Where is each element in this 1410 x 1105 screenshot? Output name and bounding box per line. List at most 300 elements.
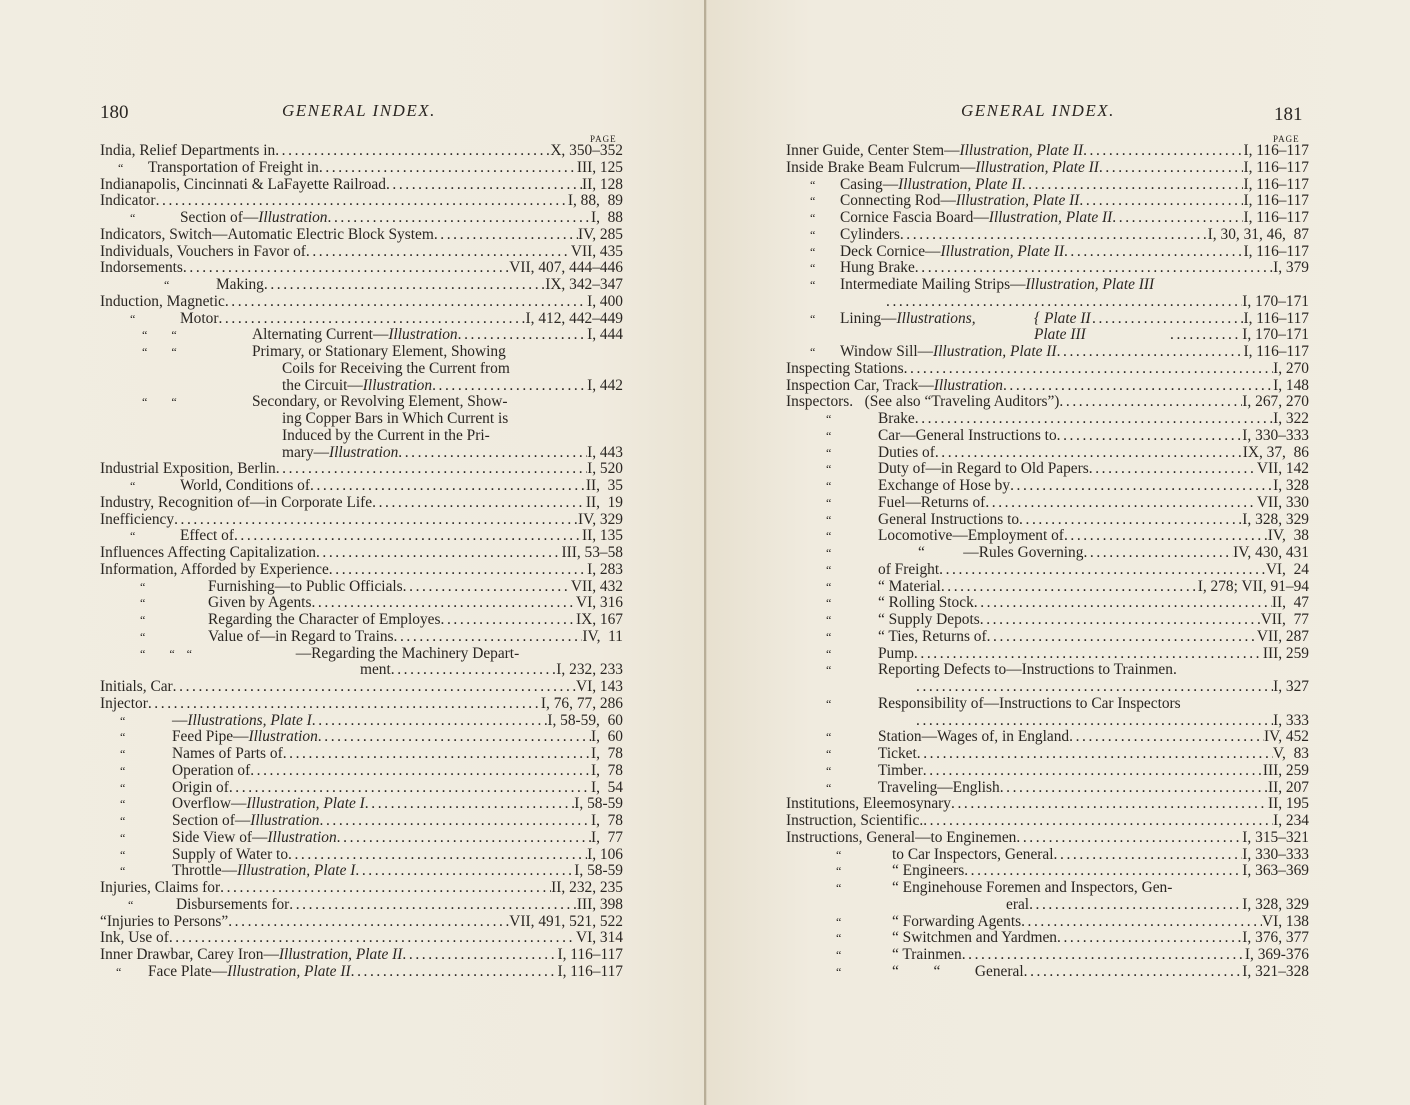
right-page (705, 0, 1410, 1105)
page-reference: I, 412, 442–449 (525, 309, 623, 327)
entry-italic: Illustration (250, 813, 320, 829)
entry-text: Value of—in Regard to Trains (208, 628, 394, 645)
index-entry (100, 679, 623, 696)
index-entry (100, 545, 623, 562)
entry-text: Inside Brake Beam Fulcrum— (786, 159, 976, 176)
index-entry (100, 612, 623, 629)
entry-text: Indicators, Switch—Automatic Electric Block System (100, 226, 434, 243)
page-reference: I, 278; VII, 91–94 (1197, 577, 1309, 595)
page-reference: I, 376, 377 (1242, 929, 1309, 947)
index-entry (100, 478, 623, 495)
index-entry (786, 428, 1309, 445)
ditto-mark: “ (118, 160, 124, 175)
page-reference: I, 106 (587, 845, 623, 863)
ditto-mark: “ (826, 529, 832, 544)
page-reference: I, 116–117 (557, 946, 623, 963)
leader-dots (914, 646, 1263, 663)
leader-dots (1069, 729, 1264, 746)
entry-text: Induction, Magnetic (100, 293, 225, 310)
entry-text: Origin of (172, 779, 229, 796)
index-entry (100, 830, 623, 847)
leader-dots (1057, 930, 1242, 947)
page-reference: I, 60 (590, 728, 623, 746)
entry-text: Induced by the Current in the Pri- (282, 427, 490, 444)
index-entry (100, 428, 623, 445)
page-reference: III, 125 (576, 158, 623, 176)
entry-text: ing Copper Bars in Which Current is (282, 411, 509, 427)
page-reference: I, 328, 329 (1242, 510, 1309, 528)
entry-italic: Illustrations, (896, 310, 976, 327)
page-column-label: PAGE (1273, 134, 1300, 144)
entry-italic: Illustration (267, 829, 337, 846)
ditto-mark: “ (826, 730, 832, 745)
entry-text: Connecting Rod— (840, 193, 956, 210)
page-reference: I, 315–321 (1242, 828, 1309, 846)
leader-dots (1064, 244, 1243, 261)
leader-dots (915, 411, 1273, 428)
entry-text: Face Plate— (148, 963, 228, 980)
entry-text: Throttle— (172, 863, 237, 880)
leader-dots (1083, 545, 1233, 562)
page-reference: I, 330–333 (1242, 426, 1309, 444)
entry-italic: Illustration (248, 729, 318, 746)
entry-text: of Freight (878, 561, 940, 578)
entry-text: Responsibility of—Instructions to Car Inspectors (878, 695, 1181, 712)
leader-dots (148, 696, 541, 713)
entry-italic: Illustration (362, 377, 433, 394)
entry-text: Making (216, 277, 264, 293)
index-entry (786, 746, 1309, 763)
page-reference: I, 58-59 (574, 862, 623, 880)
leader-dots (1029, 897, 1242, 914)
index-entry (786, 177, 1309, 194)
entry-text: “ Engineers (892, 863, 965, 880)
index-entry (786, 344, 1309, 361)
index-entry (786, 595, 1309, 612)
index-entry (786, 160, 1309, 177)
index-entry (786, 964, 1309, 981)
ditto-mark: “ (826, 613, 832, 627)
index-entry (786, 378, 1309, 395)
index-entry (100, 193, 623, 210)
ditto-mark: “ “ (142, 345, 177, 359)
ditto-mark: “ (120, 830, 126, 845)
leader-dots (1112, 210, 1243, 227)
page-reference: IX, 37, 86 (1242, 443, 1309, 461)
ditto-mark: “ (826, 747, 832, 761)
index-entry (100, 595, 623, 612)
brace-plate: { Plate II (1034, 309, 1091, 327)
leader-dots (458, 327, 587, 344)
entry-italic: Illustration, Plate II (227, 963, 351, 980)
ditto-mark: “ (826, 546, 832, 560)
entry-text: “ Trainmen (892, 947, 962, 963)
entry-text: Indicator (100, 193, 156, 210)
page-reference: I, 170–171 (1242, 326, 1309, 344)
entry-text: Inspecting Stations (786, 360, 904, 377)
entry-text: Initials, Car (100, 679, 173, 695)
ditto-mark: “ “ “ (140, 646, 192, 661)
page-reference: I, 400 (587, 292, 623, 310)
entry-text: Instruction, Scientific. (786, 813, 924, 829)
index-entry (786, 629, 1309, 646)
entry-text: Secondary, or Revolving Element, Show- (252, 394, 508, 411)
ditto-mark: “ (120, 864, 126, 879)
entry-text: “ Rolling Stock (878, 595, 974, 612)
index-entry (100, 394, 623, 411)
page-reference: I, 116–117 (1243, 242, 1309, 260)
index-entry (786, 813, 1309, 830)
entry-text: Disbursements for (176, 896, 290, 913)
ditto-mark: “ (810, 244, 816, 259)
leader-dots (923, 813, 1273, 830)
page-reference: VI, 316 (575, 594, 623, 612)
entry-text: Window Sill— (840, 344, 934, 360)
index-entry (786, 244, 1309, 261)
leader-dots (234, 528, 582, 545)
index-entry (100, 746, 623, 763)
ditto-mark: “ (810, 227, 816, 242)
page-reference: VII, 142 (1256, 460, 1309, 478)
page-reference: I, 78 (590, 761, 623, 779)
entry-text: Traveling—English (878, 779, 1000, 796)
leader-dots (964, 863, 1242, 880)
page-reference: I, 58-59 (574, 795, 623, 813)
index-entry (786, 512, 1309, 529)
entry-text: Intermediate Mailing Strips— (840, 277, 1026, 293)
entry-text: Duties of (878, 444, 935, 461)
entry-text: Cornice Fascia Board— (840, 210, 989, 226)
index-entry (100, 964, 623, 981)
index-entry (786, 143, 1309, 160)
entry-text: eral (1006, 896, 1030, 913)
index-entry (786, 863, 1309, 880)
index-entry (786, 327, 1309, 344)
running-head: GENERAL INDEX. (282, 101, 436, 120)
page-reference: VI, 314 (575, 929, 623, 947)
ditto-mark: “ (826, 763, 832, 778)
leader-dots (1083, 143, 1243, 160)
entry-text: Information, Afforded by Experience (100, 561, 329, 578)
index-entry (100, 294, 623, 311)
entry-text: Ink, Use of (100, 930, 169, 947)
index-entry (100, 160, 623, 177)
leader-dots (1021, 914, 1262, 931)
entry-italic: Illustration (933, 377, 1003, 394)
page-reference: I, 116–117 (1243, 209, 1309, 226)
index-entries-right (786, 143, 1309, 981)
page-reference: I, 116–117 (1243, 192, 1309, 210)
entry-text: Station—Wages of, in England (878, 729, 1070, 746)
page-reference: I, 78 (590, 812, 623, 829)
page-reference: I, 267, 270 (1242, 393, 1309, 411)
index-entry (100, 227, 623, 244)
entry-text: Inspectors. (See also “Traveling Auditors”) (786, 394, 1060, 411)
page-reference: II, 232, 235 (551, 879, 623, 896)
index-entry (786, 294, 1309, 311)
index-entry (786, 361, 1309, 378)
index-entry (786, 930, 1309, 947)
index-entry (786, 394, 1309, 411)
leader-dots (228, 914, 509, 931)
leader-dots (372, 495, 586, 512)
index-entry (100, 445, 623, 462)
index-entry (786, 796, 1309, 813)
leader-dots (318, 729, 591, 746)
index-entry (100, 277, 623, 294)
page-reference: I, 116–117 (1243, 158, 1309, 176)
page-reference: VI, 143 (575, 678, 623, 695)
leader-dots (1054, 847, 1243, 864)
leader-dots (1000, 780, 1268, 797)
page-reference: IX, 167 (575, 611, 623, 628)
index-entry (100, 327, 623, 344)
index-entry (100, 311, 623, 328)
leader-dots (935, 445, 1243, 462)
index-entry (786, 260, 1309, 277)
index-entry (100, 344, 623, 361)
index-entry (100, 880, 623, 897)
entry-text: Overflow— (172, 796, 247, 813)
index-entry (100, 863, 623, 880)
index-entry (786, 763, 1309, 780)
entry-italic: Illustration, Plate II (959, 143, 1084, 159)
leader-dots (1003, 378, 1273, 395)
ditto-mark: “ (836, 948, 842, 962)
page-reference: VII, 407, 444–446 (509, 259, 623, 277)
leader-dots (434, 227, 578, 244)
entry-italic: Illustration, Plate I (236, 863, 356, 880)
page-reference: I, 116–117 (1243, 175, 1309, 193)
page-reference: VII, 287 (1256, 627, 1309, 645)
ditto-mark: “ (826, 579, 832, 594)
page-reference: I, 116–117 (1243, 142, 1309, 159)
leader-dots (337, 830, 591, 847)
ditto-mark: “ (140, 613, 146, 627)
leader-dots (402, 947, 557, 964)
leader-dots (962, 947, 1245, 964)
leader-dots (398, 445, 587, 462)
ditto-mark: “ “ (142, 328, 177, 343)
page-reference: I, 283 (587, 560, 623, 578)
entry-text: Primary, or Stationary Element, Showing (252, 344, 506, 360)
index-entry (786, 679, 1309, 696)
leader-dots (355, 863, 574, 880)
ditto-mark: “ (836, 864, 842, 879)
entry-text: Motor (180, 310, 219, 327)
page-reference: I, 333 (1273, 711, 1309, 729)
leader-dots (288, 847, 587, 864)
entry-text: Indianapolis, Cincinnati & LaFayette Railroad (100, 176, 386, 193)
ditto-mark: “ (836, 931, 842, 946)
entry-italic: Illustration, Plate II (975, 159, 1099, 176)
ditto-mark: “ (140, 596, 146, 611)
entry-text: Inner Guide, Center Stem— (786, 143, 960, 159)
page-reference: I, 76, 77, 286 (540, 694, 623, 712)
index-entry (100, 495, 623, 512)
page-reference: II, 135 (581, 527, 623, 545)
ditto-mark: “ (826, 462, 832, 477)
index-entry (786, 880, 1309, 897)
leader-dots (432, 378, 587, 395)
index-entry (100, 411, 623, 428)
leader-dots (974, 595, 1272, 612)
entry-text: Alternating Current— (252, 327, 389, 344)
entry-text: Injector (100, 695, 148, 712)
entry-text: Duty of—in Regard to Old Papers (878, 461, 1089, 478)
page-reference: I, 363–369 (1242, 862, 1309, 880)
entry-text: Locomotive—Employment of (878, 528, 1064, 545)
leader-dots (1079, 193, 1243, 210)
ditto-mark: “ (826, 562, 832, 577)
page-reference: II, 128 (581, 175, 623, 193)
ditto-mark: “ (120, 763, 126, 778)
page-reference: III, 259 (1262, 761, 1309, 779)
entry-text: Lining— (840, 310, 897, 327)
entry-text: Furnishing—to Public Officials (208, 578, 403, 595)
page-reference: I, 88 (590, 209, 623, 226)
entry-italic: Illustrations, Plate I (187, 712, 312, 729)
leader-dots (316, 545, 561, 562)
ditto-mark: “ (140, 629, 146, 644)
leader-dots (173, 679, 576, 696)
page-reference: I, 520 (587, 460, 623, 478)
ditto-mark: “ (810, 177, 816, 192)
entry-italic: Illustration (388, 327, 458, 344)
index-entry (786, 461, 1309, 478)
entry-text: — (172, 712, 188, 729)
page-reference: I, 116–117 (1243, 343, 1309, 360)
ditto-mark: “ (826, 512, 832, 527)
page-reference: VII, 435 (570, 242, 623, 260)
page-reference: II, 47 (1271, 594, 1309, 612)
leader-dots (1019, 512, 1242, 529)
ditto-mark: “ (810, 211, 816, 225)
index-entry (786, 495, 1309, 512)
index-entry (786, 445, 1309, 462)
ditto-mark: “ (836, 964, 842, 979)
ditto-mark: “ (826, 780, 832, 795)
leader-dots (1170, 327, 1242, 344)
leader-dots (229, 780, 591, 797)
index-entry (100, 662, 623, 679)
entry-italic: Illustration, Plate I (246, 796, 365, 813)
index-entry (786, 528, 1309, 545)
ditto-mark: “ (826, 629, 832, 644)
ditto-mark: “ (810, 278, 816, 292)
page-number: 180 (100, 102, 129, 123)
index-entry (100, 947, 623, 964)
index-entry (100, 847, 623, 864)
entry-italic: Illustration (329, 444, 399, 461)
ditto-mark: “ (826, 696, 832, 711)
page-reference: VI, 24 (1265, 560, 1309, 578)
index-entry (100, 897, 623, 914)
page-reference: I, 232, 233 (556, 661, 623, 679)
page-reference: I, 321–328 (1242, 962, 1309, 980)
leader-dots (886, 294, 1242, 311)
entry-italic: Illustration, Plate II (988, 210, 1113, 226)
leader-dots (329, 562, 587, 579)
index-entry (786, 612, 1309, 629)
entry-text: Brake (878, 411, 915, 427)
ditto-mark: “ (120, 747, 126, 761)
index-entry (786, 914, 1309, 931)
page-reference: I, 442 (587, 376, 623, 394)
entry-text: General Instructions to (878, 511, 1020, 528)
leader-dots (1059, 394, 1242, 411)
page-reference: I, 270 (1273, 359, 1309, 377)
page-reference: I, 369-376 (1244, 946, 1309, 963)
entry-text: ment (360, 662, 391, 679)
page-reference: VII, 330 (1256, 493, 1309, 511)
leader-dots (915, 260, 1273, 277)
leader-dots (441, 612, 576, 629)
page-column-label: PAGE (590, 134, 617, 144)
ditto-mark: “ (120, 713, 126, 728)
ditto-mark: “ (826, 495, 832, 510)
index-entry (786, 713, 1309, 730)
leader-dots (320, 813, 591, 830)
ditto-mark: “ (120, 730, 126, 745)
page-reference: III, 398 (576, 895, 623, 913)
leader-dots (174, 512, 578, 529)
index-entry (786, 696, 1309, 713)
ditto-mark: “ (810, 194, 816, 209)
leader-dots (218, 311, 525, 328)
index-entry (100, 177, 623, 194)
entry-text: Industry, Recognition of—in Corporate Life (100, 494, 373, 511)
entry-italic: Illustration, Plate II (955, 193, 1080, 210)
leader-dots (394, 629, 583, 646)
index-entry (786, 193, 1309, 210)
entry-text: mary— (282, 444, 330, 461)
leader-dots (1010, 478, 1273, 495)
page-reference: I, 234 (1273, 812, 1309, 829)
leader-dots (1057, 428, 1243, 445)
gutter-shadow (706, 0, 707, 1105)
leader-dots (916, 679, 1273, 696)
entry-text: Side View of— (172, 829, 268, 846)
leader-dots (311, 595, 576, 612)
index-entry (100, 143, 623, 160)
index-entry (100, 930, 623, 947)
leader-dots (310, 478, 586, 495)
leader-dots (365, 796, 574, 813)
index-entry (100, 796, 623, 813)
page-reference: IV, 430, 431 (1233, 544, 1309, 561)
entry-text: “ Ties, Returns of (878, 628, 987, 645)
ditto-mark: “ (120, 797, 126, 812)
page-reference: III, 259 (1262, 644, 1309, 662)
ditto-mark: “ (826, 663, 832, 678)
page-reference: I, 88, 89 (567, 192, 623, 210)
entry-italic: Illustration, Plate II (933, 344, 1057, 360)
entry-text: World, Conditions of (180, 478, 311, 494)
page-reference: IV, 329 (577, 510, 623, 528)
leader-dots (156, 193, 568, 210)
index-entry (100, 260, 623, 277)
index-entry (100, 914, 623, 931)
leader-dots (923, 763, 1263, 780)
leader-dots (1024, 964, 1243, 981)
index-entry (100, 361, 623, 378)
running-head: GENERAL INDEX. (961, 101, 1115, 120)
entry-text: —Regarding the Machinery Depart- (288, 645, 520, 662)
page-reference: I, 58-59, 60 (547, 711, 623, 729)
entry-text: Instructions, General—to Enginemen (786, 829, 1017, 846)
index-entry (786, 311, 1309, 328)
